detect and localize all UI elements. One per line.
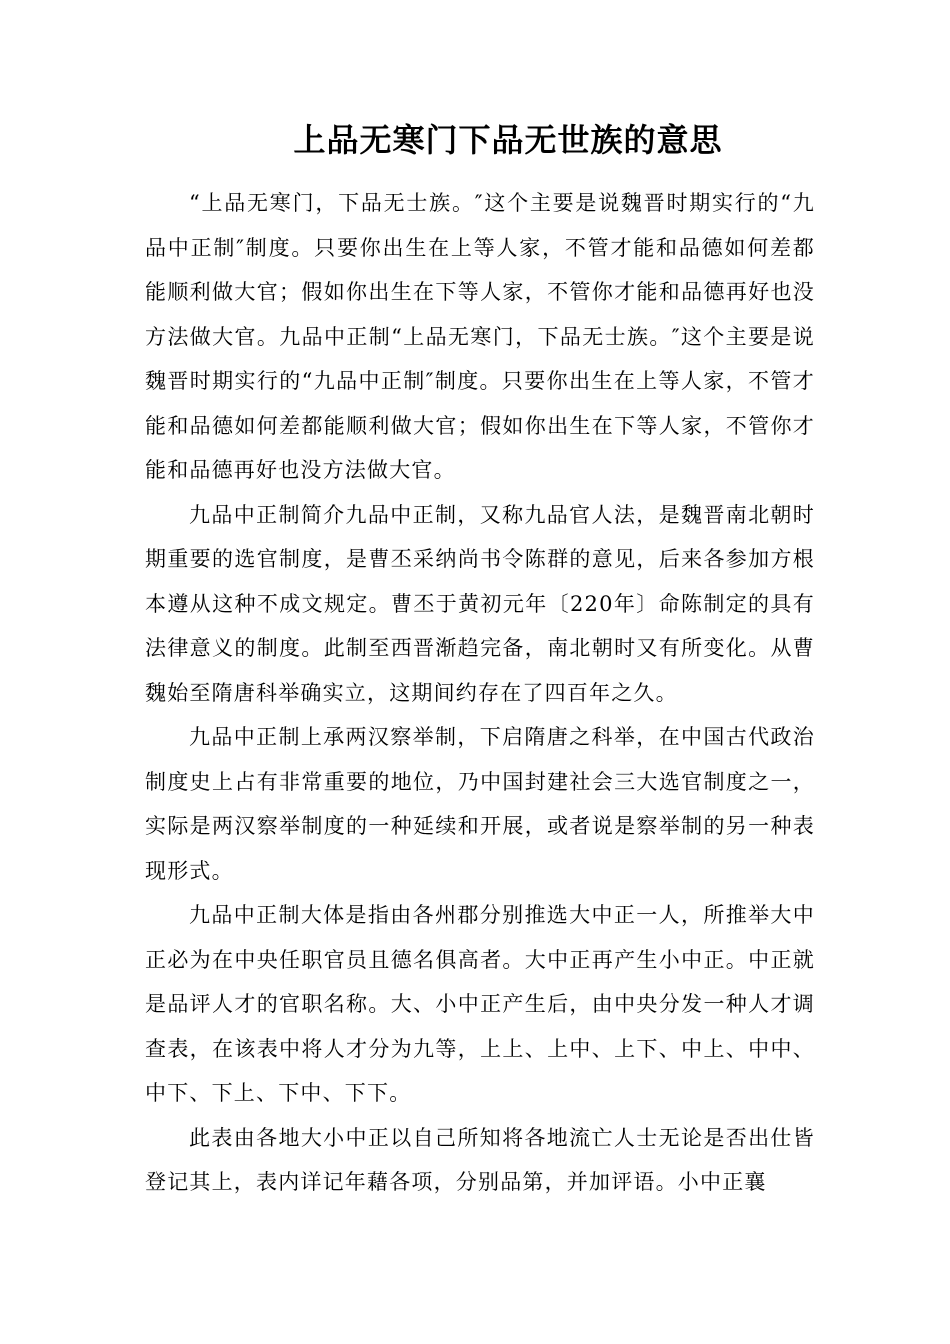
paragraph-4: 九品中正制大体是指由各州郡分别推选大中正一人，所推举大中正必为在中央任职官员且德名俱高者。大中正再产生小中正。中正就是品评人才的官职名称。大、小中正产生后，由中央分发一种人才调查表，在该表中将人才分为九等，上上、上中、上下、中上、中中、中下、下上、下中、下下。	[145, 903, 815, 1105]
paragraph-2: 九品中正制简介九品中正制，又称九品官人法，是魏晋南北朝时期重要的选官制度，是曹丕采纳尚书令陈群的意见，后来各参加方根本遵从这种不成文规定。曹丕于黄初元年〔220年〕命陈制定的具有法律意义的制度。此制至西晋渐趋完备，南北朝时又有所变化。从曹魏始至隋唐科举确实立，这期间约存在了四百年之久。	[145, 502, 815, 705]
paragraph-1: “上品无寒门，下品无士族。″这个主要是说魏晋时期实行的“九品中正制″制度。只要你出生在上等人家，不管才能和品德如何差都能顺利做大官；假如你出生在下等人家，不管你才能和品德再好也没方法做大官。九品中正制“上品无寒门，下品无士族。″这个主要是说魏晋时期实行的“九品中正制″制度。只要你出生在上等人家，不管才能和品德如何差都能顺利做大官；假如你出生在下等人家，不管你才能和品德再好也没方法做大官。	[145, 191, 815, 482]
document-body	[145, 181, 815, 1205]
paragraph-3: 九品中正制上承两汉察举制，下启隋唐之科举，在中国古代政治制度史上占有非常重要的地位，乃中国封建社会三大选官制度之一，实际是两汉察举制度的一种延续和开展，或者说是察举制的另一种表现形式。	[145, 725, 815, 883]
paragraph-5: 此表由各地大小中正以自己所知将各地流亡人士无论是否出仕皆登记其上，表内详记年藉各项，分别品第，并加评语。小中正襄	[145, 1125, 815, 1194]
document-title: 上品无寒门下品无世族的意思	[293, 121, 723, 159]
